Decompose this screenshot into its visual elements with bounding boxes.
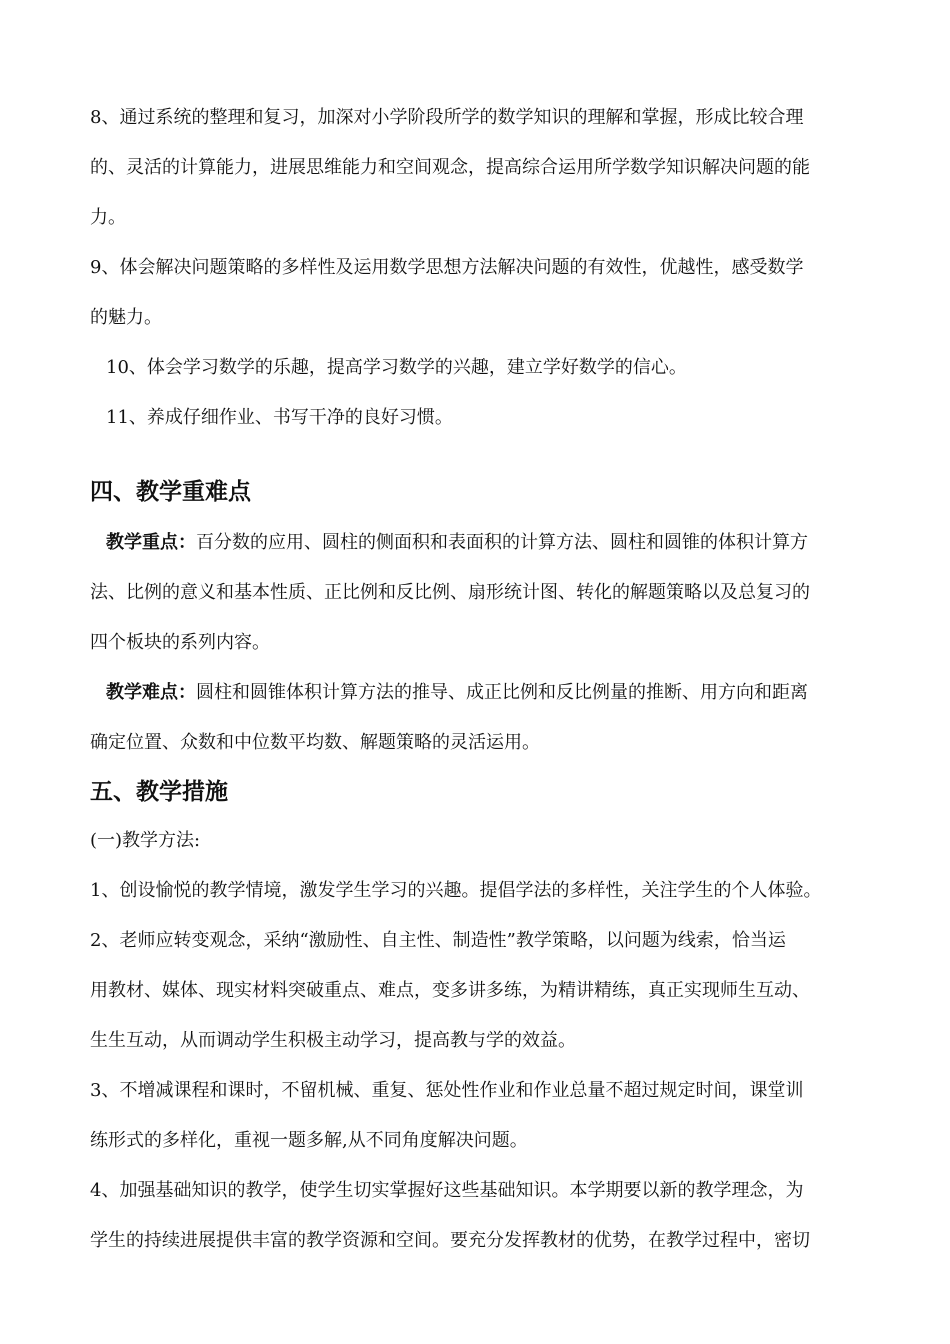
item-8-line-1: 8、通过系统的整理和复习，加深对小学阶段所学的数学知识的理解和掌握，形成比较合理 <box>90 107 804 128</box>
measure-2-line-1: 2、老师应转变观念，采纳“激励性、自主性、制造性”教学策略，以问题为线索，恰当运 <box>90 930 786 951</box>
key-points-line-3: 四个板块的系列内容。 <box>90 632 270 653</box>
section-5-subheading: (一)教学方法: <box>90 830 201 851</box>
item-8-line-2: 的、灵活的计算能力，进展思维能力和空间观念，提高综合运用所学数学知识解决问题的能 <box>90 157 810 178</box>
key-points-label: 教学重点： <box>106 532 196 553</box>
item-8-line-3: 力。 <box>90 207 126 228</box>
measure-3-line-2: 练形式的多样化，重视一题多解,从不同角度解决问题。 <box>90 1130 528 1151</box>
measure-1: 1、创设愉悦的教学情境，激发学生学习的兴趣。提倡学法的多样性，关注学生的个人体验。 <box>90 880 822 901</box>
key-points-text: 百分数的应用、圆柱的侧面积和表面积的计算方法、圆柱和圆锥的体积计算方 <box>196 532 808 553</box>
difficulties-label: 教学难点： <box>106 682 196 703</box>
key-points-line-1 <box>106 530 862 556</box>
measure-2-line-2: 用教材、媒体、现实材料突破重点、难点，变多讲多练，为精讲精练，真正实现师生互动、 <box>90 980 810 1001</box>
measure-2-line-3: 生生互动，从而调动学生积极主动学习，提高教与学的效益。 <box>90 1030 576 1051</box>
item-10: 10、体会学习数学的乐趣，提高学习数学的兴趣，建立学好数学的信心。 <box>106 357 687 378</box>
section-4-heading: 四、教学重难点 <box>90 478 251 505</box>
measure-4-line-1: 4、加强基础知识的教学，使学生切实掌握好这些基础知识。本学期要以新的教学理念，为 <box>90 1180 804 1201</box>
difficulties-line-1 <box>106 680 862 706</box>
item-11: 11、养成仔细作业、书写干净的良好习惯。 <box>106 407 453 428</box>
difficulties-text: 圆柱和圆锥体积计算方法的推导、成正比例和反比例量的推断、用方向和距离 <box>196 682 808 703</box>
section-5-heading: 五、教学措施 <box>90 778 228 805</box>
measure-3-line-1: 3、不增减课程和课时，不留机械、重复、惩处性作业和作业总量不超过规定时间，课堂训 <box>90 1080 804 1101</box>
item-9-line-2: 的魅力。 <box>90 307 162 328</box>
key-points-line-2: 法、比例的意义和基本性质、正比例和反比例、扇形统计图、转化的解题策略以及总复习的 <box>90 582 810 603</box>
item-9-line-1: 9、体会解决问题策略的多样性及运用数学思想方法解决问题的有效性，优越性，感受数学 <box>90 257 804 278</box>
measure-4-line-2: 学生的持续进展提供丰富的教学资源和空间。要充分发挥教材的优势，在教学过程中，密切 <box>90 1230 810 1251</box>
difficulties-line-2: 确定位置、众数和中位数平均数、解题策略的灵活运用。 <box>90 732 540 753</box>
